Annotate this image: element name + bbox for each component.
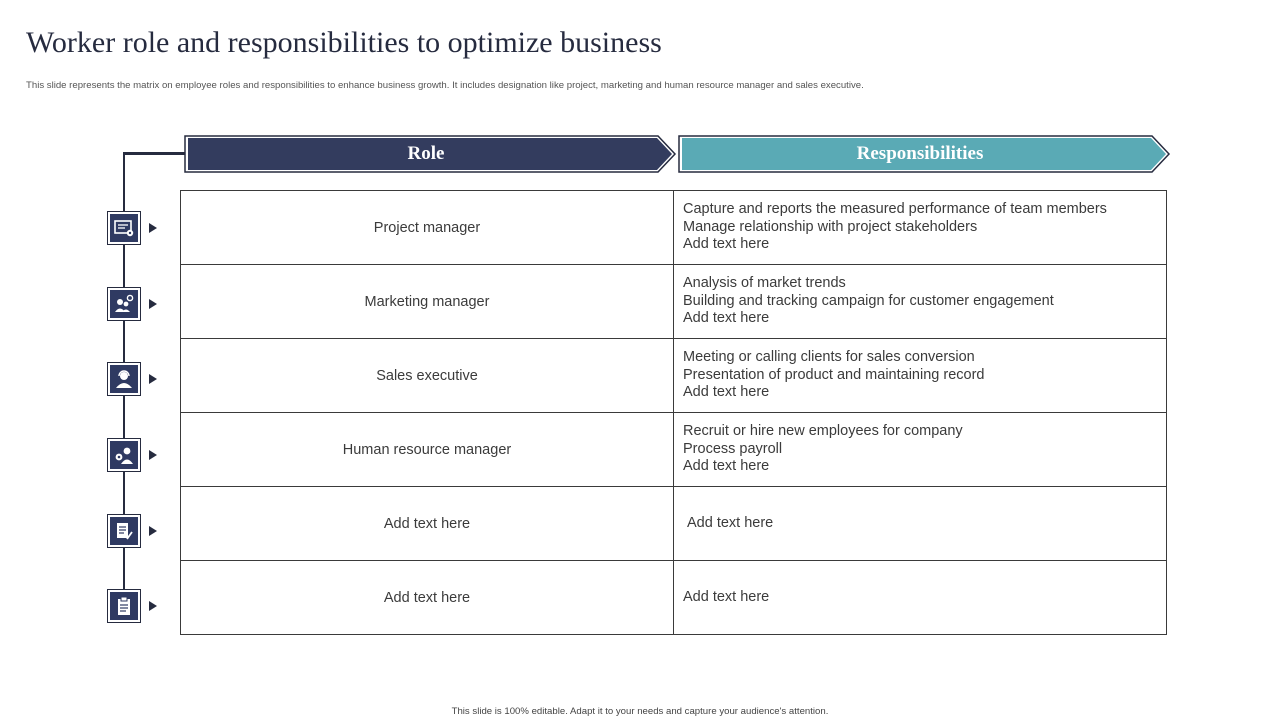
responsibility-item: Process payroll xyxy=(683,440,783,457)
responsibility-item: Add text here xyxy=(683,384,770,401)
table-row xyxy=(181,561,1167,635)
responsibility-item: Add text here xyxy=(683,310,770,327)
document-pen-icon xyxy=(107,514,141,548)
role-cell: Sales executive xyxy=(181,339,674,413)
presentation-gear-icon xyxy=(107,211,141,245)
role-cell: Human resource manager xyxy=(181,413,674,487)
row-pointer-arrow-icon xyxy=(149,223,157,233)
slide-title: Worker role and responsibilities to optimize business xyxy=(26,26,662,59)
responsibility-item: Recruit or hire new employees for company xyxy=(683,423,963,440)
role-cell: Project manager xyxy=(181,191,674,265)
responsibility-item: Manage relationship with project stakeholders xyxy=(683,218,978,235)
businessman-gear-icon xyxy=(107,438,141,472)
row-pointer-arrow-icon xyxy=(149,526,157,536)
responsibility-item: Meeting or calling clients for sales conversion xyxy=(683,349,975,366)
table-row xyxy=(181,265,1167,339)
responsibility-item: Add text here xyxy=(683,236,770,253)
role-cell: Add text here xyxy=(181,487,674,561)
team-settings-icon xyxy=(107,287,141,321)
responsibilities-cell xyxy=(674,561,1167,635)
table-row xyxy=(181,487,1167,561)
responsibilities-header-label: Responsibilities xyxy=(856,143,984,164)
roles-responsibilities-table xyxy=(180,190,1167,635)
responsibility-item: Add text here xyxy=(683,588,770,605)
row-pointer-arrow-icon xyxy=(149,601,157,611)
role-header xyxy=(184,135,678,173)
responsibility-item: Building and tracking campaign for customer engagement xyxy=(683,292,1054,309)
responsibilities-cell xyxy=(674,339,1167,413)
responsibility-item: Capture and reports the measured performance of team members xyxy=(683,201,1107,218)
table-row xyxy=(181,191,1167,265)
table-row xyxy=(181,413,1167,487)
responsibilities-cell xyxy=(674,191,1167,265)
slide-subtitle: This slide represents the matrix on employee roles and responsibilities to enhance business growth. It includes designation like project, marketing and human resource manager and sales executive. xyxy=(26,80,864,91)
responsibilities-cell xyxy=(674,487,1167,561)
responsibility-item: Add text here xyxy=(683,458,770,475)
responsibility-item: Add text here xyxy=(687,514,774,531)
role-cell: Add text here xyxy=(181,561,674,635)
responsibility-item: Analysis of market trends xyxy=(683,275,846,292)
table-row xyxy=(181,339,1167,413)
responsibilities-cell xyxy=(674,413,1167,487)
responsibilities-cell xyxy=(674,265,1167,339)
role-header-label: Role xyxy=(407,143,445,164)
role-cell: Marketing manager xyxy=(181,265,674,339)
headset-agent-icon xyxy=(107,362,141,396)
clipboard-list-icon xyxy=(107,589,141,623)
row-pointer-arrow-icon xyxy=(149,299,157,309)
row-pointer-arrow-icon xyxy=(149,374,157,384)
responsibility-item: Presentation of product and maintaining record xyxy=(683,366,985,383)
row-pointer-arrow-icon xyxy=(149,450,157,460)
slide-footer: This slide is 100% editable. Adapt it to your needs and capture your audience's attention. xyxy=(451,706,829,717)
responsibilities-header xyxy=(678,135,1172,173)
connector-line-horizontal xyxy=(123,152,185,155)
